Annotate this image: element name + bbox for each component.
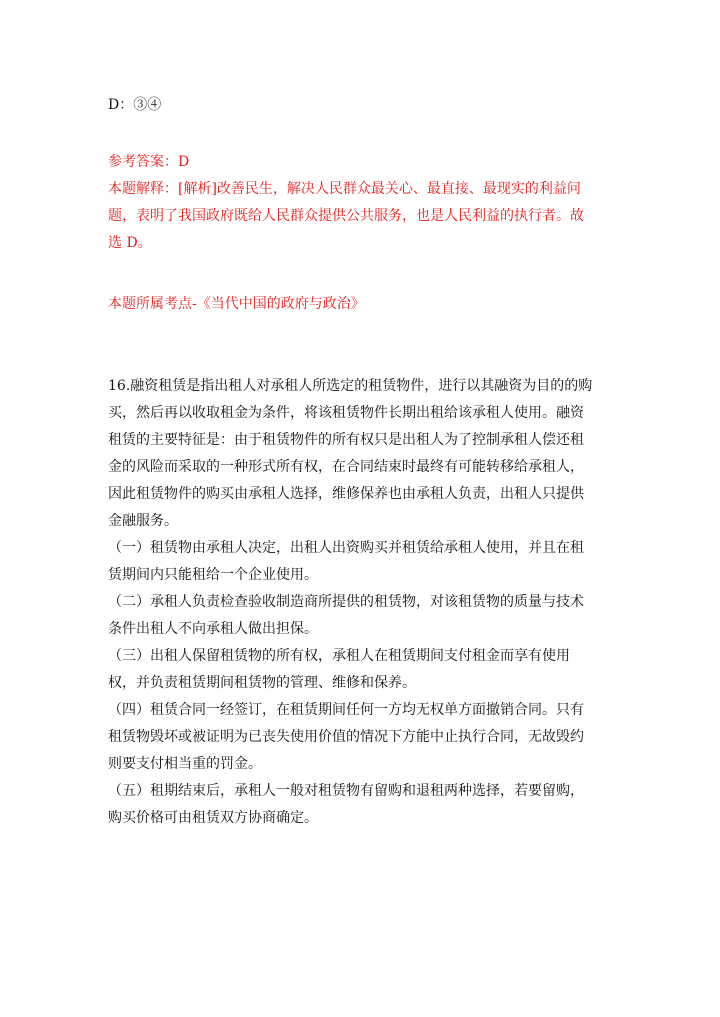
- option-d: D：③④: [108, 97, 162, 113]
- question-line: （一）租赁物由承租人决定，出租人出资购买并租赁给承租人使用，并且在租: [108, 540, 584, 556]
- document-content: [108, 92, 618, 832]
- question-line: 条件出租人不向承租人做出担保。: [108, 621, 318, 637]
- question-line: （三）出租人保留租赁物的所有权，承租人在租赁期间支付租金而享有使用: [108, 648, 570, 664]
- spacer: [108, 257, 618, 291]
- question-line: 金融服务。: [108, 513, 178, 529]
- question-line: 权，并负责租赁期间租赁物的管理、维修和保养。: [108, 675, 416, 691]
- answer-label: 参考答案：D: [108, 154, 190, 170]
- spacer: [108, 318, 618, 373]
- question-line: 租赁物毁坏或被证明为已丧失使用价值的情况下方能中止执行合同，无故毁约: [108, 729, 584, 745]
- topic-line: 本题所属考点-《当代中国的政府与政治》: [108, 296, 365, 312]
- question-line: 买，然后再以收取租金为条件，将该租赁物件长期出租给该承租人使用。融资: [108, 405, 584, 421]
- question-line: 金的风险而采取的一种形式所有权，在合同结束时最终有可能转移给承租人，: [108, 459, 584, 475]
- question-line: （五）租期结束后，承租人一般对租赁物有留购和退租两种选择，若要留购，: [108, 783, 584, 799]
- question-line: 则要支付相当重的罚金。: [108, 756, 262, 772]
- explanation-line: 选 D。: [108, 235, 152, 251]
- question-line: 16.融资租赁是指出租人对承租人所选定的租赁物件，进行以其融资为目的的购: [108, 378, 593, 394]
- question-line: 租赁的主要特征是：由于租赁物件的所有权只是出租人为了控制承租人偿还租: [108, 432, 584, 448]
- question-line: 购买价格可由租赁双方协商确定。: [108, 810, 318, 826]
- explanation-line: 题，表明了我国政府既给人民群众提供公共服务，也是人民利益的执行者。故: [108, 208, 584, 224]
- question-block: [108, 373, 618, 832]
- spacer: [108, 119, 618, 149]
- question-line: （四）租赁合同一经签订，在租赁期间任何一方均无权单方面撤销合同。只有: [108, 702, 584, 718]
- question-line: （二）承租人负责检查验收制造商所提供的租赁物，对该租赁物的质量与技术: [108, 594, 584, 610]
- explanation-line: 本题解释：[解析]改善民生，解决人民群众最关心、最直接、最现实的利益问: [108, 181, 581, 197]
- question-line: 因此租赁物件的购买由承租人选择，维修保养也由承租人负责，出租人只提供: [108, 486, 584, 502]
- question-line: 赁期间内只能租给一个企业使用。: [108, 567, 318, 583]
